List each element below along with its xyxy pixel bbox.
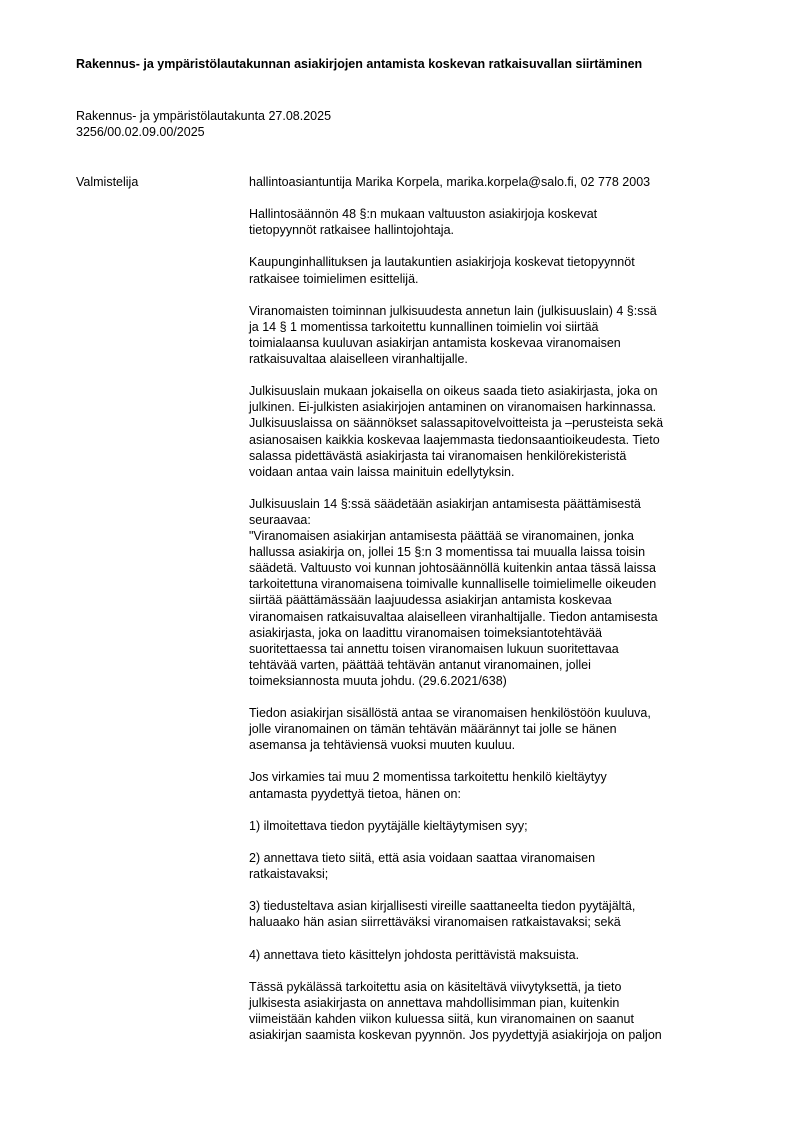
paragraph: Julkisuuslain mukaan jokaisella on oikeus saada tieto asiakirjasta, joka on julkinen. Ei-julkisten asiakirjojen antaminen on viranomaisen harkinnassa. Julkisuuslaissa on säännökset salassapitovelvoitteista ja –perusteista sekä asianosaisen kaikkia koskevaa laajemmasta tiedonsaantioikeudesta. Tieto salassa pidettävästä asiakirjasta tai viranomaisen henkilörekisteristä voidaan antaa vain laissa mainituin edellytyksin. [249, 384, 664, 479]
preparer-label: Valmistelija [76, 175, 139, 189]
paragraph: Hallintosäännön 48 §:n mukaan valtuuston asiakirjoja koskevat tietopyynnöt ratkaisee hallintojohtaja. [249, 207, 598, 238]
list-item: 4) annettava tieto käsittelyn johdosta perittävistä maksuista. [249, 947, 580, 962]
paragraph: Tässä pykälässä tarkoitettu asia on käsiteltävä viivytyksettä, ja tieto julkisesta asiakirjasta on annettava mahdollisimman pian, kuitenkin viimeistään kahden viikon kuluessa siitä, kun viranomainen on saanut asiakirjan saamista koskevan pyynnön. Jos pyydettyjä asiakirjoja on paljon [249, 979, 662, 1042]
paragraph: Kaupunginhallituksen ja lautakuntien asiakirjoja koskevat tietopyynnöt ratkaisee toimielimen esittelijä. [249, 255, 635, 286]
paragraph: Tiedon asiakirjan sisällöstä antaa se viranomaisen henkilöstöön kuuluva, jolle viranomainen on tämän tehtävän määrännyt tai jolle se hänen asemansa ja tehtäviensä vuoksi muuten kuuluu. [249, 706, 651, 753]
list-item: 1) ilmoitettava tiedon pyytäjälle kieltäytymisen syy; [249, 818, 528, 833]
record-number: 3256/00.02.09.00/2025 [76, 125, 205, 139]
meeting-line: Rakennus- ja ympäristölautakunta 27.08.2025 [76, 109, 332, 123]
paragraph: Jos virkamies tai muu 2 momentissa tarkoitettu henkilö kieltäytyy antamasta pyydettyä tietoa, hänen on: [249, 770, 607, 801]
document-body [249, 174, 741, 1059]
document-meta [76, 108, 331, 140]
preparer-contact: hallintoasiantuntija Marika Korpela, marika.korpela@salo.fi, 02 778 2003 [249, 175, 651, 189]
list-item: 2) annettava tieto siitä, että asia voidaan saattaa viranomaisen ratkaistavaksi; [249, 850, 596, 882]
law-quote-paragraph: Julkisuuslain 14 §:ssä säädetään asiakirjan antamisesta päättämisestä seuraavaa: "Viranomaisen asiakirjan antamisesta päättää se viranomainen, jonka hallussa asiakirja on, jollei 15 §:n 3 momentissa tai muualla laissa toisin säädetä. Valtuusto voi kunnan johtosäännöllä kuitenkin antaa tässä laissa tarkoitettuna viranomaisena toimivalle kunnalliselle toimielimelle oikeuden siirtää päättämässään laajuudessa asiakirjan antamista koskevaa viranomaisen ratkaisuvaltaa alaiselleen viranhaltijalle. Tiedon antamisesta asiakirjasta, joka on laadittu viranomaisen toimeksiantotehtävää suoritettaessa tai annettu toisen viranomaisen lukuun suoritettavaa tehtävää varten, päättää tehtävän antanut viranomainen, jollei toimeksiannosta muuta johdu. (29.6.2021/638) [249, 496, 658, 688]
list-item: 3) tiedusteltava asian kirjallisesti vireille saattaneelta tiedon pyytäjältä, haluaako hän asian siirrettäväksi viranomaisen ratkaistavaksi; sekä [249, 899, 636, 930]
paragraph: Viranomaisten toiminnan julkisuudesta annetun lain (julkisuuslain) 4 §:ssä ja 14 § 1 momentissa tarkoitettu kunnallinen toimielin voi siirtää toimialaansa kuuluvan asiakirjan antamista koskevaa viranomaisen ratkaisuvaltaa alaiselleen viranhaltijalle. [249, 303, 657, 367]
document-title: Rakennus- ja ympäristölautakunnan asiakirjojen antamista koskevan ratkaisuvallan siirtäminen [76, 57, 643, 71]
